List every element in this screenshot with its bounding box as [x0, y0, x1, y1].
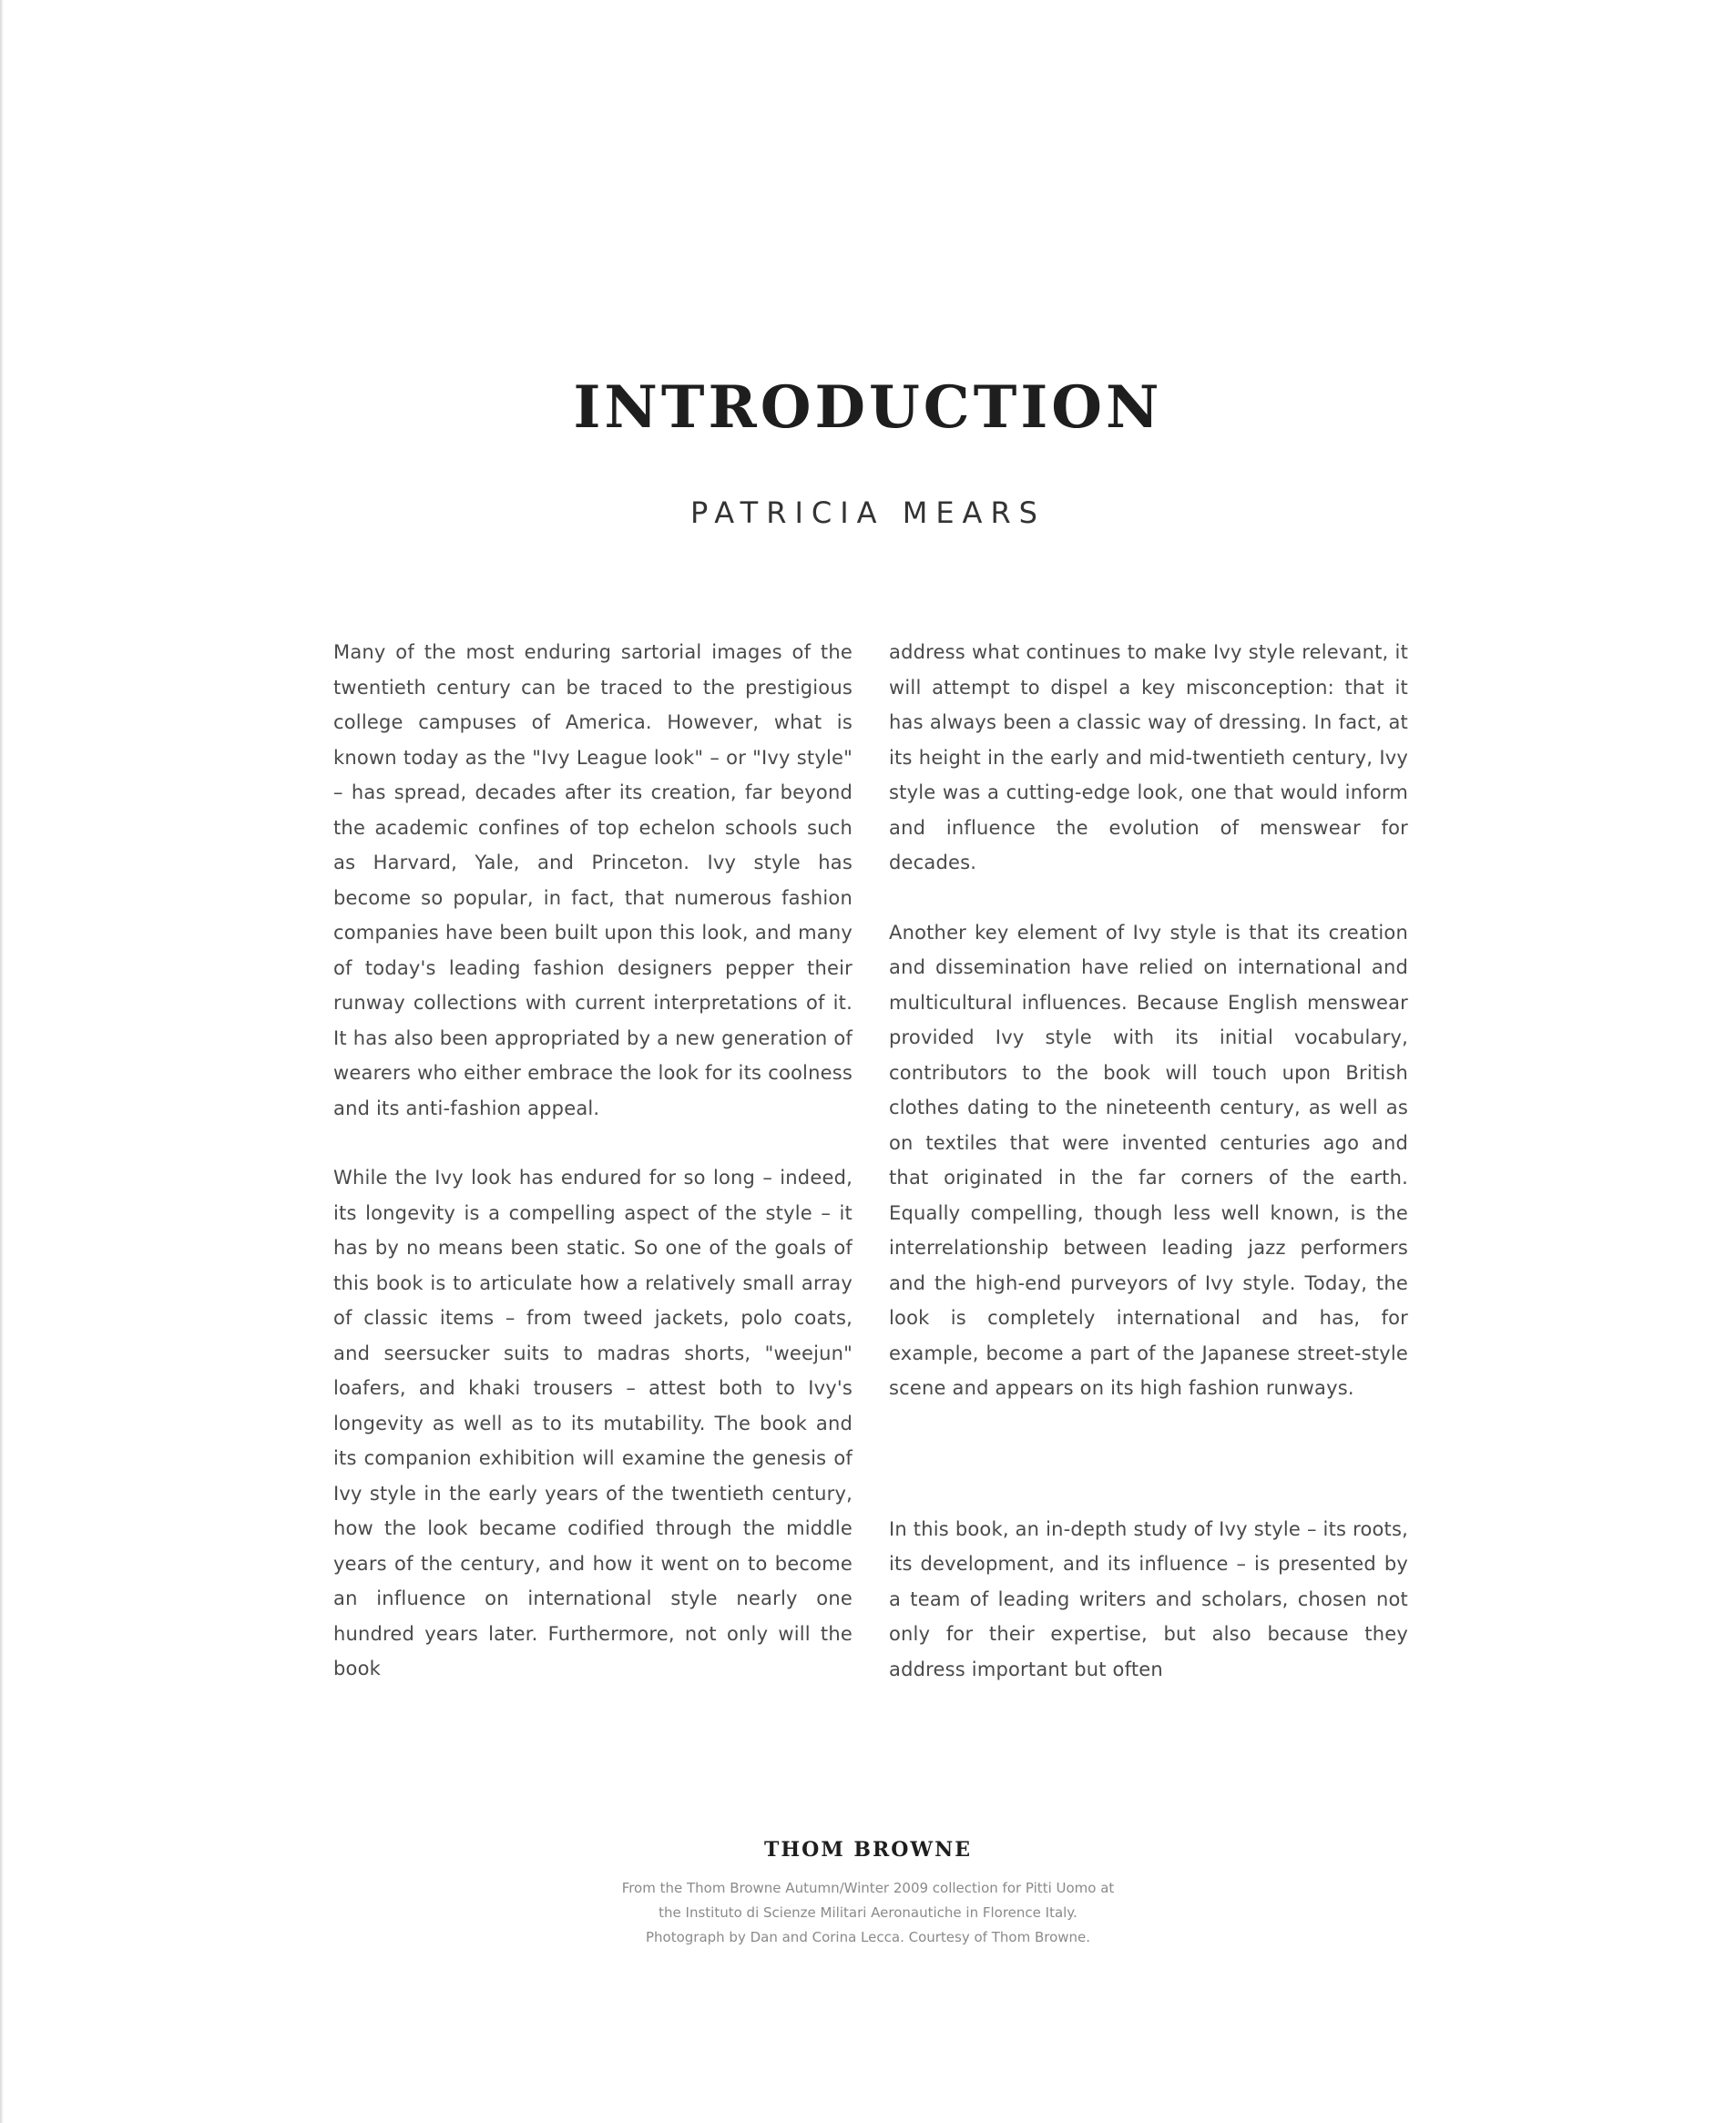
caption-title: THOM BROWNE [764, 1838, 972, 1862]
author-name: PATRICIA MEARS [690, 495, 1046, 530]
paragraph: Many of the most enduring sartorial images of the twentieth century can be traced to the prestigious college campuses of America. However, what is known today as the "Ivy League look" – or "Ivy style" – has spread, decades after its creation, far beyond the academic confines of top echelon schools such as Harvard, Yale, and Princeton. Ivy style has become so popular, in fact, that numerous fashion companies have been built upon this look, and many of today's leading fashion designers pepper their runway collections with current interpretations of it. It has also been appropriated by a new generation of wearers who either embrace the look for its coolness and its anti-fashion appeal. [333, 641, 853, 1119]
paragraph: In this book, an in-depth study of Ivy style – its roots, its development, and its influence – is presented by a team of leading writers and scholars, chosen not only for their expertise, but also because they address important but often [889, 1517, 1408, 1680]
paragraph: address what continues to make Ivy style relevant, it will attempt to dispel a key misconception: that it has always been a classic way of dressing. In fact, at its height in the early and mid-twentieth century, Ivy style was a cutting-edge look, one that would inform and influence the evolution of menswear for decades. [889, 641, 1408, 873]
page-edge-shadow [0, 0, 4, 2123]
caption-text: From the Thom Browne Autumn/Winter 2009 collection for Pitti Uomo at the Instituto di Scienze Militari Aeronautiche in Florence Italy. Photograph by Dan and Corina Lecca. Courtesy of Thom Browne. [621, 1880, 1115, 1945]
paragraph: Another key element of Ivy style is that its creation and dissemination have relied on international and multicultural influences. Because English menswear provided Ivy style with its initial vocabulary, contributors to the book will touch upon British clothes dating to the nineteenth century, as well as on textiles that were invented centuries ago and that originated in the far corners of the earth. Equally compelling, though less well known, is the interrelationship between leading jazz performers and the high-end purveyors of Ivy style. Today, the look is completely international and has, for example, become a part of the Japanese street-style scene and appears on its high fashion runways. [889, 921, 1408, 1399]
right-column [889, 635, 1408, 1687]
left-column [333, 635, 853, 1687]
paragraph: While the Ivy look has endured for so long – indeed, its longevity is a compelling aspect of the style – it has by no means been static. So one of the goals of this book is to articulate how a relatively small array of classic items – from tweed jackets, polo coats, and seersucker suits to madras shorts, "weejun" loafers, and khaki trousers – attest both to Ivy's longevity as well as to its mutability. The book and its companion exhibition will examine the genesis of Ivy style in the early years of the twentieth century, how the look became codified through the middle years of the century, and how it went on to become an influence on international style nearly one hundred years later. Furthermore, not only will the book [333, 1167, 853, 1679]
page-title: INTRODUCTION [573, 373, 1163, 442]
